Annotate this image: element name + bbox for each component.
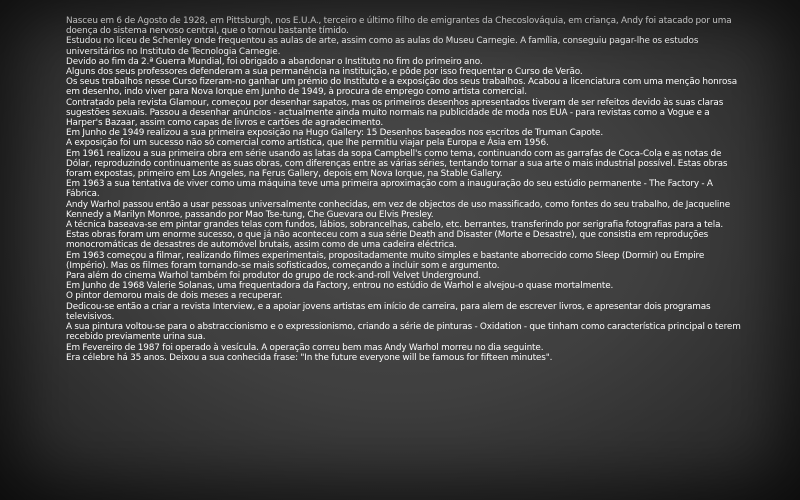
bio-paragraph-death-disaster: Estas obras foram um enorme sucesso, o que já não aconteceu com a sua série Death and Disaster (Morte e Desastre), que consistia em reproduções monocromáticas de desastres de automóvel brutais, assim como de uma cadeira eléctrica. — [66, 230, 709, 251]
bio-paragraph-films: Em 1963 começou a filmar, realizando filmes experimentais, propositadamente muito simples e bastante aborrecido como Sleep (Dormir) ou Empire (Império). Mas os filmes foram tornando-se mais sofisticados, começando a incluir som e argumento. — [66, 250, 705, 271]
bio-paragraph-famous-quote: Era célebre há 35 anos. Deixou a sua conhecida frase: "In the future everyone will be famous for fifteen minutes". — [66, 352, 553, 363]
bio-paragraph-velvet-underground: Para além do cinema Warhol também foi produtor do grupo de rock-and-roll Velvet Underground. — [66, 271, 481, 282]
bio-paragraph-death: Em Fevereiro de 1987 foi operado à vesícula. A operação correu bem mas Andy Warhol morreu no dia seguinte. — [66, 342, 544, 353]
bio-paragraph-celebrities: Andy Warhol passou então a usar pessoas universalmente conhecidas, em vez de objectos de uso massificado, como fontes do seu trabalho, de Jacqueline Kennedy a Marilyn Monroe, passando por Mao Tse-tung, Che Guevara ou Elvis Presley. — [66, 199, 731, 220]
bio-paragraph-recovery: O pintor demorou mais de dois meses a recuperar. — [66, 291, 283, 302]
bio-paragraph-interview: Dedicou-se então a criar a revista Interview, e a apoiar jovens artistas em início de carreira, para alem de escrever livros, e apresentar dois programas televisivos. — [66, 301, 711, 322]
bio-paragraph-war: Devido ao fim da 2.ª Guerra Mundial, foi obrigado a abandonar o Instituto no fim do primeiro ano. — [66, 56, 483, 67]
bio-paragraph-professors: Alguns dos seus professores defenderam a sua permanência na instituição, e pôde por isso frequentar o Curso de Verão. — [66, 67, 583, 78]
bio-paragraph-oxidation: A sua pintura voltou-se para o abstraccionismo e o expressionismo, criando a série de pinturas - Oxidation - que tinham como característica principal o terem recebido previamente urina sua. — [66, 322, 741, 343]
bio-paragraph-factory: Em 1963 a sua tentativa de viver como uma máquina teve uma primeira aproximação com a inauguração do seu estúdio permanente - The Factory - A Fábrica. — [66, 179, 713, 200]
bio-paragraph-technique: A técnica baseava-se em pintar grandes telas com fundos, lábios, sobrancelhas, cabelo, etc. berrantes, transferindo por serigrafia fotografias para a tela. — [66, 220, 724, 231]
bio-paragraph-birth: Nasceu em 6 de Agosto de 1928, em Pittsburgh, nos E.U.A., terceiro e último filho de emigrantes da Checoslováquia, em criança, Andy foi atacado por uma doença do sistema nervoso central, que o tornou bastante tímido. — [66, 16, 732, 37]
bio-paragraph-first-exhibition: Em Junho de 1949 realizou a sua primeira exposição na Hugo Gallery: 15 Desenhos baseados nos escritos de Truman Capote. — [66, 128, 604, 139]
biography-text — [66, 16, 742, 363]
bio-paragraph-shooting: Em Junho de 1968 Valerie Solanas, uma frequentadora da Factory, entrou no estúdio de Warhol e alvejou-o quase mortalmente. — [66, 281, 614, 292]
bio-paragraph-campbells: Em 1961 realizou a sua primeira obra em série usando as latas da sopa Campbell's como tema, continuando com as garrafas de Coca-Cola e as notas de Dólar, reproduzindo continuamente as suas obras, com diferenças entre as várias séries, tentando tornar a sua arte o mais industrial possível. Estas obras foram expostas, primeiro em Los Angeles, na Ferus Gallery, depois em Nova Iorque, na Stable Gallery. — [66, 148, 728, 180]
bio-paragraph-prize: Os seus trabalhos nesse Curso fizeram-no ganhar um prémio do Instituto e a exposição dos seus trabalhos. Acabou a licenciatura com uma menção honrosa em desenho, indo viver para Nova Iorque em Junho de 1949, à procura de emprego como artista comercial. — [66, 77, 738, 98]
bio-paragraph-travel: A exposição foi um sucesso não só comercial como artística, que lhe permitiu viajar pela Europa e Ásia em 1956. — [66, 138, 549, 149]
bio-paragraph-glamour: Contratado pela revista Glamour, começou por desenhar sapatos, mas os primeiros desenhos apresentados tiveram de ser refeitos devido às suas claras sugestões sexuais. Passou a desenhar anúncios - actualmente ainda muito normais na publicidade de moda nos EUA - para revistas como a Vogue e a Harper's Bazaar, assim como capas de livros e cartões de agradecimento. — [66, 97, 724, 129]
bio-paragraph-studies: Estudou no liceu de Schenley onde frequentou as aulas de arte, assim como as aulas do Museu Carnegie. A família, conseguiu pagar-lhe os estudos universitários no Instituto de Tecnologia Carnegie. — [66, 36, 699, 57]
